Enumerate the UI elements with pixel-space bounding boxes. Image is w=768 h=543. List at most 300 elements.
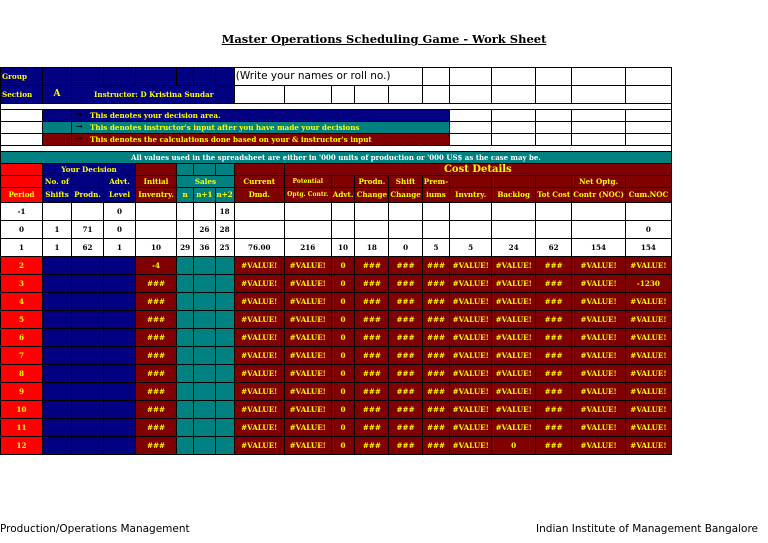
back-cell: #VALUE!	[492, 293, 536, 311]
worksheet-title: Master Operations Scheduling Game - Work Sheet	[221, 32, 547, 46]
shifts-input-cell[interactable]	[43, 437, 72, 455]
sales-n1-input-cell[interactable]	[194, 419, 215, 437]
back-cell	[492, 221, 536, 239]
sales-n1-input-cell[interactable]	[194, 275, 215, 293]
pot-cell	[284, 221, 331, 239]
prem-cell: ###	[422, 401, 449, 419]
init-cell: ###	[136, 329, 177, 347]
change-header: Change	[355, 188, 389, 203]
prem-cell: ###	[422, 293, 449, 311]
sales-n-input-cell[interactable]	[177, 419, 194, 437]
prodn-cell: 71	[72, 221, 104, 239]
back-cell: 0	[492, 437, 536, 455]
period-cell: 6	[1, 329, 43, 347]
sales-n-input-cell[interactable]	[177, 347, 194, 365]
noc-cell: #VALUE!	[572, 329, 626, 347]
sales-n2-input-cell[interactable]	[215, 311, 234, 329]
init-cell: ###	[136, 383, 177, 401]
pchg-cell: 18	[355, 239, 389, 257]
sales-n2-input-cell[interactable]	[215, 347, 234, 365]
sales-n2-cell: 25	[215, 239, 234, 257]
init-cell: ###	[136, 293, 177, 311]
tot-cost-header: Tot Cost	[536, 188, 572, 203]
tot-cell	[536, 203, 572, 221]
init-cell	[136, 203, 177, 221]
advt-input-cell[interactable]	[104, 293, 136, 311]
table-row	[1, 293, 672, 311]
legend-swatch-instructor	[43, 122, 72, 134]
demand-cell: #VALUE!	[234, 329, 284, 347]
tot-cell: ###	[536, 275, 572, 293]
sales-n-input-cell[interactable]	[177, 437, 194, 455]
advt-input-cell[interactable]	[104, 311, 136, 329]
cum-cell: #VALUE!	[625, 437, 671, 455]
sales-n-input-cell[interactable]	[177, 275, 194, 293]
advt-input-cell[interactable]	[104, 347, 136, 365]
group-input-cell[interactable]	[72, 68, 104, 86]
advc-cell: 0	[331, 437, 355, 455]
noc-cell: #VALUE!	[572, 383, 626, 401]
prem-cell	[422, 221, 449, 239]
advt-input-cell[interactable]	[104, 419, 136, 437]
tot-cell: ###	[536, 383, 572, 401]
pot-cell: #VALUE!	[284, 257, 331, 275]
sales-n1-input-cell[interactable]	[194, 365, 215, 383]
iums-header: iums	[422, 188, 449, 203]
period-cell: -1	[1, 203, 43, 221]
cum-cell: #VALUE!	[625, 383, 671, 401]
sales-n-input-cell[interactable]	[177, 293, 194, 311]
advc-cell: 10	[331, 239, 355, 257]
period-cell: 1	[1, 239, 43, 257]
sales-n2-input-cell[interactable]	[215, 257, 234, 275]
advc-cell	[331, 221, 355, 239]
pot-cell: #VALUE!	[284, 311, 331, 329]
period-cell: 7	[1, 347, 43, 365]
shifts-cell	[43, 203, 72, 221]
pchg-cell: ###	[355, 293, 389, 311]
period-cell: 5	[1, 311, 43, 329]
init-cell: ###	[136, 275, 177, 293]
sales-header: Sales	[177, 176, 235, 188]
schg-cell: ###	[389, 365, 422, 383]
current-header: Current	[234, 176, 284, 188]
table-row	[1, 365, 672, 383]
shifts-input-cell[interactable]	[43, 401, 72, 419]
cum-cell: #VALUE!	[625, 293, 671, 311]
advt-cell: 0	[104, 221, 136, 239]
noc-cell: #VALUE!	[572, 293, 626, 311]
schg-cell: ###	[389, 383, 422, 401]
pchg-cell: ###	[355, 365, 389, 383]
pchg-cell: ###	[355, 275, 389, 293]
shifts-input-cell[interactable]	[43, 311, 72, 329]
tot-cell: ###	[536, 311, 572, 329]
noc-cell: #VALUE!	[572, 419, 626, 437]
tot-cell: ###	[536, 401, 572, 419]
shifts-input-cell[interactable]	[43, 419, 72, 437]
pot-cell: #VALUE!	[284, 275, 331, 293]
period-cell: 9	[1, 383, 43, 401]
legend-calculations: → This denotes the calculations done based on your & instructor's input	[72, 134, 450, 146]
advc-cell: 0	[331, 275, 355, 293]
pchg-cell: ###	[355, 311, 389, 329]
advt-input-cell[interactable]	[104, 275, 136, 293]
init-cell: ###	[136, 365, 177, 383]
advt-input-cell[interactable]	[104, 365, 136, 383]
sales-n1-input-cell[interactable]	[194, 257, 215, 275]
demand-cell: #VALUE!	[234, 311, 284, 329]
demand-cell: #VALUE!	[234, 293, 284, 311]
advc-cell	[331, 203, 355, 221]
init-cell: ###	[136, 419, 177, 437]
period-cell: 12	[1, 437, 43, 455]
init-cell: ###	[136, 401, 177, 419]
demand-cell: 76.00	[234, 239, 284, 257]
calculation-rows	[1, 257, 672, 455]
advc-cell: 0	[331, 347, 355, 365]
change2-header: Change	[389, 188, 422, 203]
sales-n1-input-cell[interactable]	[194, 347, 215, 365]
legend-instructor-input: → This denotes instructor's input after you have made your decisions	[72, 122, 450, 134]
worksheet-grid	[0, 67, 672, 455]
no-of-header: No. of	[43, 176, 72, 188]
net-optg-header: Net Optg.	[572, 176, 626, 188]
prodn-input-cell[interactable]	[72, 365, 104, 383]
advt-input-cell[interactable]	[104, 329, 136, 347]
schg-cell: ###	[389, 257, 422, 275]
cum-cell	[625, 203, 671, 221]
prodn-input-cell[interactable]	[72, 275, 104, 293]
shifts-input-cell[interactable]	[43, 275, 72, 293]
pot-cell: #VALUE!	[284, 437, 331, 455]
sales-n2-input-cell[interactable]	[215, 275, 234, 293]
sales-n2-input-cell[interactable]	[215, 329, 234, 347]
prodn-input-cell[interactable]	[72, 311, 104, 329]
inv-cell: #VALUE!	[450, 311, 492, 329]
sales-n2-input-cell[interactable]	[215, 419, 234, 437]
group-input-cell[interactable]	[215, 68, 234, 86]
sales-n-cell: 29	[177, 239, 194, 257]
period-cell: 0	[1, 221, 43, 239]
inv-cell: #VALUE!	[450, 275, 492, 293]
period-cell: 8	[1, 365, 43, 383]
sales-n1-input-cell[interactable]	[194, 329, 215, 347]
pot-cell: #VALUE!	[284, 383, 331, 401]
sales-n-input-cell[interactable]	[177, 329, 194, 347]
sales-n-input-cell[interactable]	[177, 365, 194, 383]
sales-n2-input-cell[interactable]	[215, 365, 234, 383]
prem-cell: ###	[422, 275, 449, 293]
period-cell: 11	[1, 419, 43, 437]
shifts-input-cell[interactable]	[43, 329, 72, 347]
back-cell: #VALUE!	[492, 257, 536, 275]
table-row	[1, 311, 672, 329]
sales-n1-input-cell[interactable]	[194, 437, 215, 455]
footer-institute: Indian Institute of Management Bangalore	[536, 523, 758, 535]
group-input-cell[interactable]	[177, 68, 194, 86]
prem-cell: ###	[422, 311, 449, 329]
back-cell: #VALUE!	[492, 275, 536, 293]
group-input-cell[interactable]	[104, 68, 136, 86]
prodn-input-cell[interactable]	[72, 437, 104, 455]
prem-cell	[422, 203, 449, 221]
shifts-cell: 1	[43, 221, 72, 239]
cost-details-header: Cost Details	[284, 164, 671, 176]
sales-n-input-cell[interactable]	[177, 311, 194, 329]
inv-cell: 5	[450, 239, 492, 257]
schg-cell: ###	[389, 293, 422, 311]
schg-cell	[389, 203, 422, 221]
init-cell: -4	[136, 257, 177, 275]
demand-cell: #VALUE!	[234, 401, 284, 419]
sales-n1-input-cell[interactable]	[194, 383, 215, 401]
pot-cell: #VALUE!	[284, 347, 331, 365]
back-cell: #VALUE!	[492, 365, 536, 383]
section-value[interactable]: A	[43, 86, 72, 104]
shift-change-header: Shift	[389, 176, 422, 188]
advt-input-cell[interactable]	[104, 401, 136, 419]
demand-cell	[234, 203, 284, 221]
table-row	[1, 257, 672, 275]
inv-cell: #VALUE!	[450, 383, 492, 401]
inv-cell: #VALUE!	[450, 347, 492, 365]
pchg-cell: ###	[355, 437, 389, 455]
demand-cell: #VALUE!	[234, 275, 284, 293]
invntry-header: Invntry.	[450, 188, 492, 203]
noc-cell	[572, 203, 626, 221]
sales-n1-input-cell[interactable]	[194, 401, 215, 419]
legend-swatch-decision	[43, 110, 72, 122]
inv-cell	[450, 203, 492, 221]
sales-n2-input-cell[interactable]	[215, 401, 234, 419]
advc-cell: 0	[331, 365, 355, 383]
advc-cell: 0	[331, 329, 355, 347]
sales-n2-input-cell[interactable]	[215, 383, 234, 401]
init-cell: ###	[136, 347, 177, 365]
premiums-header: Prem-	[423, 176, 449, 186]
cum-cell: #VALUE!	[625, 365, 671, 383]
init-cell: 10	[136, 239, 177, 257]
sales-n1-cell: 36	[194, 239, 215, 257]
tot-cell: 62	[536, 239, 572, 257]
table-row	[1, 347, 672, 365]
cum-cell: -1230	[625, 275, 671, 293]
period-cell: 4	[1, 293, 43, 311]
sales-n2-input-cell[interactable]	[215, 437, 234, 455]
pot-cell: #VALUE!	[284, 365, 331, 383]
sales-n-header: n	[177, 188, 194, 203]
sales-n-input-cell[interactable]	[177, 401, 194, 419]
names-hint[interactable]: (Write your names or roll no.)	[234, 68, 422, 86]
sales-n-input-cell[interactable]	[177, 257, 194, 275]
back-cell: 24	[492, 239, 536, 257]
prodn-input-cell[interactable]	[72, 347, 104, 365]
potential-header: Potential	[284, 176, 331, 188]
prodn-input-cell[interactable]	[72, 293, 104, 311]
advc-cell: 0	[331, 311, 355, 329]
prodn-change-header: Prodn.	[355, 176, 389, 188]
sales-n1-cell: 26	[194, 221, 215, 239]
legend-swatch-calculations	[43, 134, 72, 146]
prem-cell: ###	[422, 347, 449, 365]
advc-cell: 0	[331, 419, 355, 437]
prodn-input-cell[interactable]	[72, 419, 104, 437]
inv-cell: #VALUE!	[450, 419, 492, 437]
cum-cell: #VALUE!	[625, 419, 671, 437]
prodn-cell: 62	[72, 239, 104, 257]
sales-n-input-cell[interactable]	[177, 383, 194, 401]
cum-noc-header: Cum.NOC	[625, 188, 671, 203]
advt-input-cell[interactable]	[104, 383, 136, 401]
advt-input-cell[interactable]	[104, 437, 136, 455]
cum-cell: #VALUE!	[625, 401, 671, 419]
back-cell: #VALUE!	[492, 419, 536, 437]
prem-cell: ###	[422, 419, 449, 437]
back-cell	[492, 203, 536, 221]
instructor-name: Instructor: D Kristina Sundar	[72, 86, 216, 104]
pot-cell: #VALUE!	[284, 293, 331, 311]
back-cell: #VALUE!	[492, 329, 536, 347]
section-label: Section	[1, 86, 43, 104]
tot-cell: ###	[536, 437, 572, 455]
prodn-input-cell[interactable]	[72, 383, 104, 401]
sales-n-cell	[177, 221, 194, 239]
backlog-header: Backlog	[492, 188, 536, 203]
table-row	[1, 437, 672, 455]
group-label: Group	[1, 68, 43, 86]
cum-cell: #VALUE!	[625, 257, 671, 275]
noc-cell: 154	[572, 239, 626, 257]
cum-cell: 154	[625, 239, 671, 257]
prem-cell: ###	[422, 365, 449, 383]
table-row	[1, 275, 672, 293]
shifts-input-cell[interactable]	[43, 293, 72, 311]
shifts-input-cell[interactable]	[43, 383, 72, 401]
pchg-cell: ###	[355, 419, 389, 437]
demand-cell: #VALUE!	[234, 383, 284, 401]
init-cell: ###	[136, 437, 177, 455]
schg-cell: ###	[389, 311, 422, 329]
pchg-cell: ###	[355, 329, 389, 347]
tot-cell: ###	[536, 347, 572, 365]
sales-n1-cell	[194, 203, 215, 221]
cum-cell: #VALUE!	[625, 311, 671, 329]
prodn-input-cell[interactable]	[72, 329, 104, 347]
back-cell: #VALUE!	[492, 311, 536, 329]
tot-cell: ###	[536, 419, 572, 437]
schg-cell: ###	[389, 401, 422, 419]
noc-cell: #VALUE!	[572, 437, 626, 455]
back-cell: #VALUE!	[492, 347, 536, 365]
pot-cell: #VALUE!	[284, 419, 331, 437]
prem-cell: ###	[422, 383, 449, 401]
inv-cell: #VALUE!	[450, 401, 492, 419]
prem-cell: ###	[422, 257, 449, 275]
sales-n-cell	[177, 203, 194, 221]
initial-header: Initial	[136, 176, 177, 188]
tot-cell: ###	[536, 257, 572, 275]
back-cell: #VALUE!	[492, 383, 536, 401]
prem-cell: ###	[422, 437, 449, 455]
sales-n1-input-cell[interactable]	[194, 311, 215, 329]
inv-cell: #VALUE!	[450, 257, 492, 275]
cum-cell: #VALUE!	[625, 347, 671, 365]
level-header: Level	[104, 188, 136, 203]
units-banner: All values used in the spreadsheet are either in '000 units of production or '000 US$ as the case may be.	[1, 152, 672, 164]
advt-input-cell[interactable]	[104, 257, 136, 275]
sales-n2-cell: 28	[215, 221, 234, 239]
inv-cell: #VALUE!	[450, 437, 492, 455]
group-input-cell[interactable]	[43, 68, 72, 86]
advt-cell: 1	[104, 239, 136, 257]
group-input-cell[interactable]	[194, 68, 215, 86]
noc-cell: #VALUE!	[572, 347, 626, 365]
pchg-cell: ###	[355, 257, 389, 275]
sales-n1-input-cell[interactable]	[194, 293, 215, 311]
demand-cell: #VALUE!	[234, 257, 284, 275]
demand-cell	[234, 221, 284, 239]
tot-cell: ###	[536, 329, 572, 347]
pchg-cell: ###	[355, 347, 389, 365]
advc-cell: 0	[331, 257, 355, 275]
schg-cell: ###	[389, 437, 422, 455]
demand-cell: #VALUE!	[234, 419, 284, 437]
schg-cell	[389, 221, 422, 239]
noc-cell: #VALUE!	[572, 401, 626, 419]
prodn-cell	[72, 203, 104, 221]
prodn-input-cell[interactable]	[72, 401, 104, 419]
noc-cell: #VALUE!	[572, 257, 626, 275]
table-row	[1, 383, 672, 401]
back-cell: #VALUE!	[492, 401, 536, 419]
period-cell: 3	[1, 275, 43, 293]
shifts-input-cell[interactable]	[43, 365, 72, 383]
advc-cell: 0	[331, 293, 355, 311]
spreadsheet-table	[0, 67, 672, 455]
advc-cell: 0	[331, 383, 355, 401]
demand-header: Dmd.	[234, 188, 284, 203]
shifts-input-cell[interactable]	[43, 347, 72, 365]
pchg-cell	[355, 221, 389, 239]
sales-n2-input-cell[interactable]	[215, 293, 234, 311]
advt-header: Advt.	[104, 176, 136, 188]
period-cell: 10	[1, 401, 43, 419]
shifts-cell: 1	[43, 239, 72, 257]
table-row	[1, 419, 672, 437]
schg-cell: ###	[389, 419, 422, 437]
optg-contr-header: Optg. Contr.	[284, 188, 331, 203]
tot-cell: ###	[536, 293, 572, 311]
sales-n2-header: n+2	[215, 188, 234, 203]
advt-cell: 0	[104, 203, 136, 221]
sales-n2-cell: 18	[215, 203, 234, 221]
footer-course: Production/Operations Management	[0, 523, 190, 535]
inv-cell: #VALUE!	[450, 329, 492, 347]
pot-cell: #VALUE!	[284, 401, 331, 419]
schg-cell: ###	[389, 347, 422, 365]
schg-cell: ###	[389, 275, 422, 293]
prodn-input-cell[interactable]	[72, 257, 104, 275]
demand-cell: #VALUE!	[234, 347, 284, 365]
group-input-cell[interactable]	[136, 68, 177, 86]
prem-cell: 5	[422, 239, 449, 257]
schg-cell: 0	[389, 239, 422, 257]
pot-cell	[284, 203, 331, 221]
cum-cell: #VALUE!	[625, 329, 671, 347]
sales-n1-header: n+1	[194, 188, 215, 203]
shifts-input-cell[interactable]	[43, 257, 72, 275]
